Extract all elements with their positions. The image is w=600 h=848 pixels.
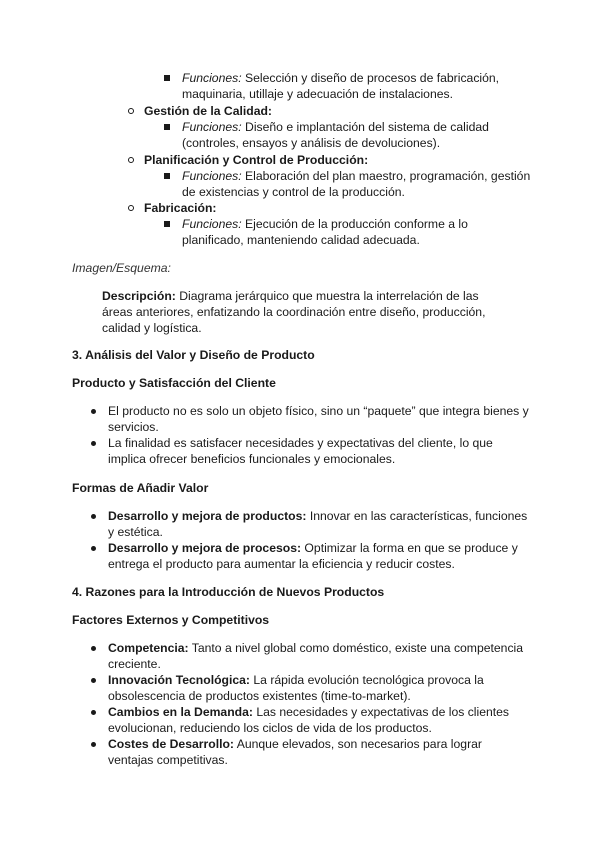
- func-fabricacion-line1: [182, 216, 468, 232]
- func-text: Selección y diseño de procesos de fabricación,: [241, 71, 500, 85]
- func-fabricacion-line2: planificado, manteniendo calidad adecuada.: [182, 233, 420, 247]
- bullet-icon: [91, 546, 96, 551]
- func-text: Diseño e implantación del sistema de calidad: [241, 120, 489, 134]
- image-desc-line1: [102, 288, 479, 304]
- bullet-label: Cambios en la Demanda:: [108, 705, 253, 719]
- image-label: Imagen/Esquema:: [72, 261, 171, 275]
- bullet-icon: [91, 441, 96, 446]
- bullet-icon: [91, 678, 96, 683]
- func-planificacion-line2: de existencias y control de la producción.: [182, 185, 405, 199]
- bullet-label: Desarrollo y mejora de productos:: [108, 509, 307, 523]
- s4-bullet3-line2: evolucionan, reduciendo los ciclos de vida de los productos.: [108, 721, 432, 735]
- s4-bullet1-line2: creciente.: [108, 657, 161, 671]
- square-bullet-icon: [164, 75, 170, 81]
- image-desc-line2: áreas anteriores, enfatizando la coordinación entre diseño, producción,: [102, 305, 486, 319]
- s4-bullet2-line1: [108, 672, 484, 688]
- s4-bullet2-line2: obsolescencia de productos existentes (time-to-market).: [108, 689, 411, 703]
- func-disenio-line2: maquinaria, utillaje y adecuación de instalaciones.: [182, 87, 453, 101]
- bullet-text: La rápida evolución tecnológica provoca la: [249, 673, 484, 687]
- section3-heading: 3. Análisis del Valor y Diseño de Producto: [72, 348, 315, 362]
- s4-bullet4-line1: [108, 736, 482, 752]
- func-calidad-line2: (controles, ensayos y análisis de devoluciones).: [182, 136, 441, 150]
- bullet-text: Innovar en las características, funciones: [306, 509, 528, 523]
- section3-sub2-heading: Formas de Añadir Valor: [72, 481, 209, 495]
- bullet-text: Las necesidades y expectativas de los clientes: [252, 705, 510, 719]
- func-calidad-line1: [182, 119, 489, 135]
- bullet-icon: [91, 646, 96, 651]
- square-bullet-icon: [164, 173, 170, 179]
- desc-text: Diagrama jerárquico que muestra la interrelación de las: [175, 289, 479, 303]
- bullet-text: Aunque elevados, son necesarios para lograr: [233, 737, 482, 751]
- s3-sub2-bullet1-line1: [108, 508, 527, 524]
- s4-bullet4-line2: ventajas competitivas.: [108, 753, 228, 767]
- section3-sub1-heading: Producto y Satisfacción del Cliente: [72, 376, 276, 390]
- bullet-text: Optimizar la forma en que se produce y: [301, 541, 518, 555]
- func-label: Funciones:: [182, 71, 242, 85]
- bullet-icon: [91, 710, 96, 715]
- square-bullet-icon: [164, 221, 170, 227]
- func-label: Funciones:: [182, 120, 242, 134]
- section4-sub1-heading: Factores Externos y Competitivos: [72, 613, 270, 627]
- fabricacion-title: Fabricación:: [144, 201, 217, 215]
- s3-sub1-bullet2-line1: La finalidad es satisfacer necesidades y expectativas del cliente, lo que: [108, 436, 493, 450]
- func-label: Funciones:: [182, 169, 242, 183]
- calidad-title: Gestión de la Calidad:: [144, 104, 272, 118]
- s3-sub1-bullet1-line1: El producto no es solo un objeto físico, sino un “paquete” que integra bienes y: [108, 404, 529, 418]
- func-planificacion-line1: [182, 168, 530, 184]
- bullet-label: Costes de Desarrollo:: [108, 737, 234, 751]
- square-bullet-icon: [164, 124, 170, 130]
- s3-sub1-bullet1-line2: servicios.: [108, 420, 159, 434]
- s3-sub2-bullet1-line2: y estética.: [108, 525, 163, 539]
- func-text: Elaboración del plan maestro, programación, gestión: [241, 169, 531, 183]
- s3-sub2-bullet2-line2: entrega el producto para aumentar la eficiencia y reducir costes.: [108, 557, 455, 571]
- section4-heading: 4. Razones para la Introducción de Nuevos Productos: [72, 585, 385, 599]
- s4-bullet1-line1: [108, 640, 523, 656]
- bullet-label: Competencia:: [108, 641, 189, 655]
- circle-bullet-icon: [128, 108, 134, 114]
- circle-bullet-icon: [128, 157, 134, 163]
- func-disenio-line1: [182, 70, 499, 86]
- desc-label: Descripción:: [102, 289, 176, 303]
- s4-bullet3-line1: [108, 704, 509, 720]
- func-label: Funciones:: [182, 217, 242, 231]
- s3-sub1-bullet2-line2: implica ofrecer beneficios funcionales y emocionales.: [108, 452, 396, 466]
- func-text: Ejecución de la producción conforme a lo: [241, 217, 468, 231]
- bullet-icon: [91, 409, 96, 414]
- planificacion-title: Planificación y Control de Producción:: [144, 153, 369, 167]
- s3-sub2-bullet2-line1: [108, 540, 518, 556]
- bullet-label: Desarrollo y mejora de procesos:: [108, 541, 302, 555]
- bullet-text: Tanto a nivel global como doméstico, existe una competencia: [188, 641, 524, 655]
- bullet-label: Innovación Tecnológica:: [108, 673, 250, 687]
- circle-bullet-icon: [128, 205, 134, 211]
- image-desc-line3: calidad y logística.: [102, 321, 202, 335]
- bullet-icon: [91, 514, 96, 519]
- bullet-icon: [91, 742, 96, 747]
